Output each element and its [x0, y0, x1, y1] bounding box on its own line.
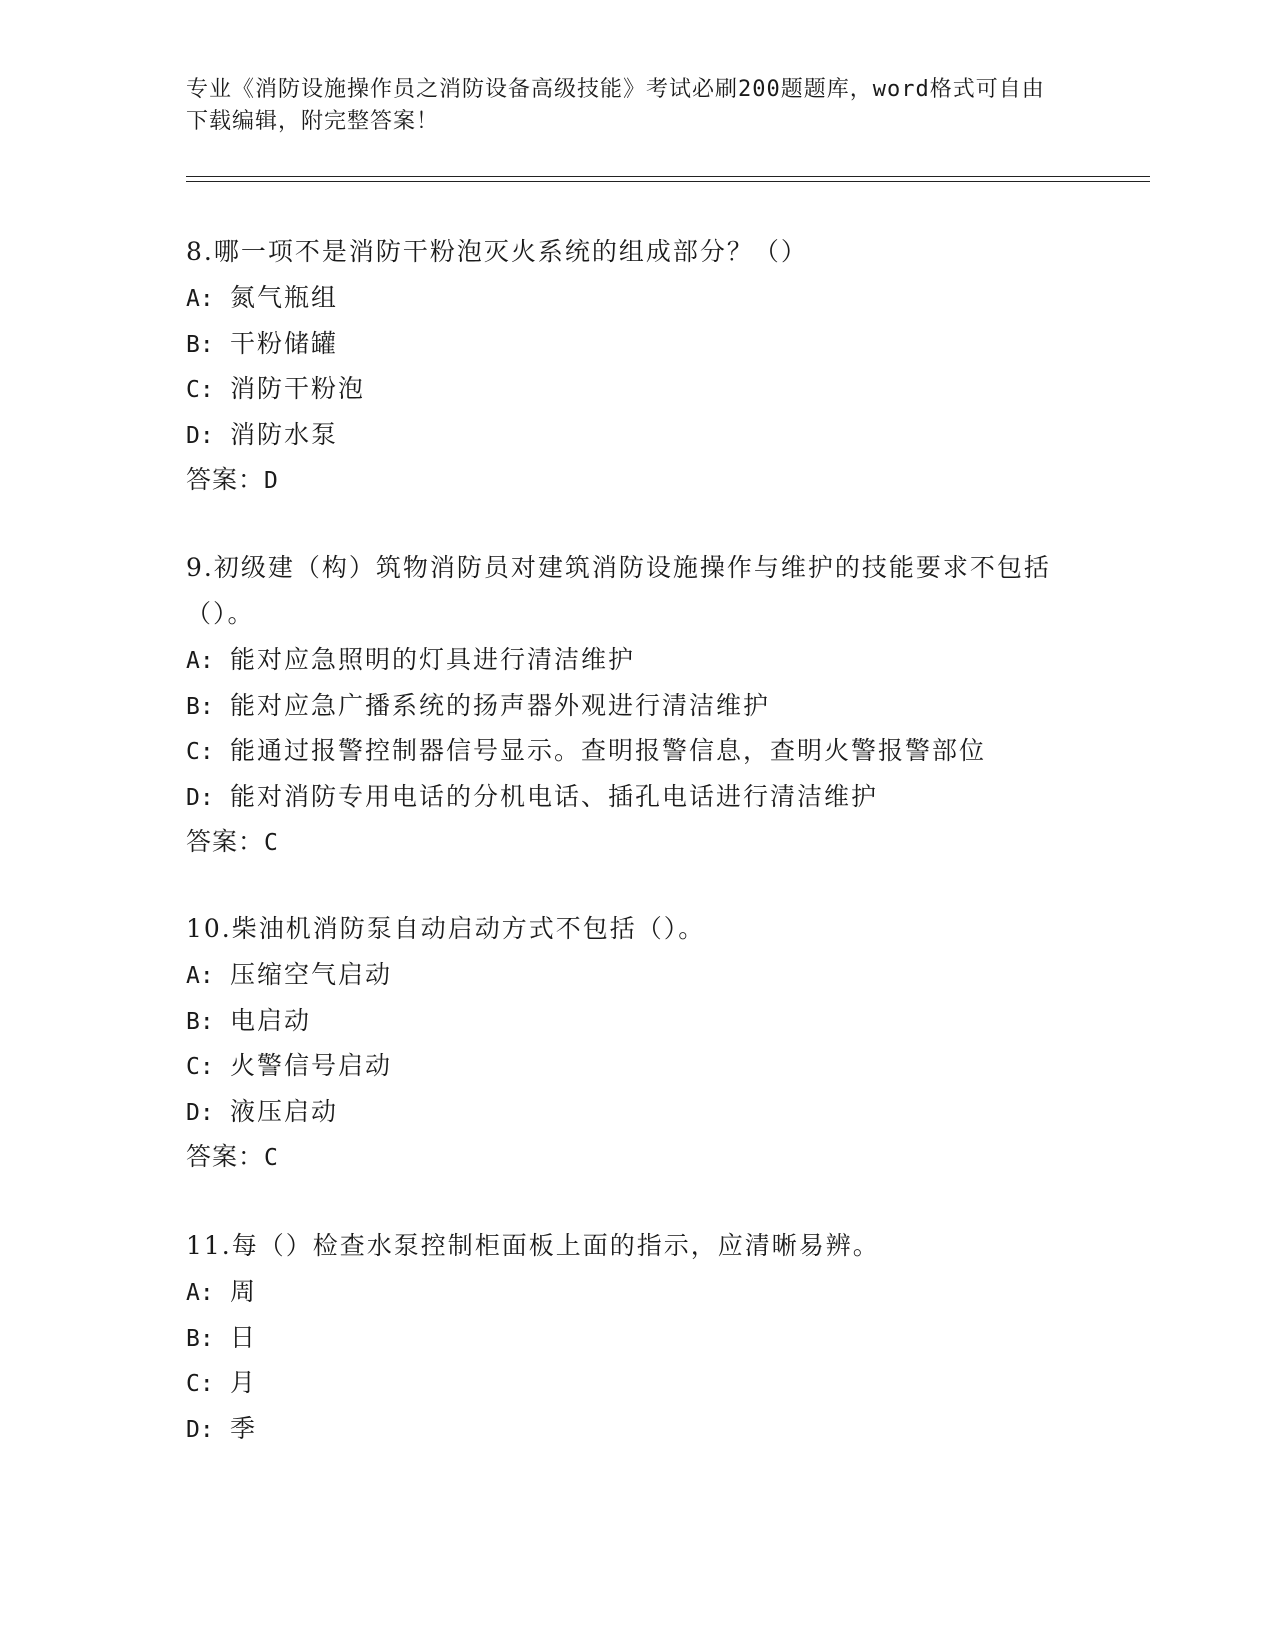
document-header: 专业《消防设施操作员之消防设备高级技能》考试必刷200题题库，word格式可自由下载编辑，附完整答案！ — [186, 77, 1045, 134]
answer-line: 答案：C — [186, 827, 279, 856]
option-d: D: 消防水泵 — [186, 419, 339, 449]
option-c: C: 消防干粉泡 — [186, 374, 366, 403]
answer-value: C — [264, 830, 279, 856]
question-8 — [186, 229, 1086, 502]
option-b: B: 能对应急广播系统的扬声器外观进行清洁维护 — [186, 690, 771, 720]
option-b: B: 日 — [186, 1322, 258, 1352]
header-divider-top — [186, 176, 1150, 177]
question-stem: 11.每（）检查水泵控制柜面板上面的指示，应清晰易辨。 — [186, 1231, 880, 1260]
option-b: B: 电启动 — [186, 1005, 312, 1035]
option-d: D: 能对消防专用电话的分机电话、插孔电话进行清洁维护 — [186, 781, 879, 811]
option-b: B: 干粉储罐 — [186, 328, 339, 358]
answer-line: 答案：C — [186, 1142, 279, 1171]
option-a: A: 能对应急照明的灯具进行清洁维护 — [186, 645, 636, 674]
question-9 — [186, 545, 1086, 864]
header-divider-bottom — [186, 181, 1150, 182]
answer-value: D — [264, 468, 279, 494]
question-11 — [186, 1223, 1086, 1451]
option-d: D: 液压启动 — [186, 1096, 339, 1126]
option-d: D: 季 — [186, 1413, 258, 1443]
option-c: C: 能通过报警控制器信号显示。查明报警信息，查明火警报警部位 — [186, 736, 987, 765]
answer-value: C — [264, 1145, 279, 1171]
option-c: C: 月 — [186, 1368, 258, 1397]
option-a: A: 氮气瓶组 — [186, 283, 339, 312]
question-stem: 8.哪一项不是消防干粉泡灭火系统的组成部分？（） — [186, 237, 808, 266]
question-10 — [186, 906, 1086, 1179]
option-a: A: 周 — [186, 1277, 258, 1306]
option-a: A: 压缩空气启动 — [186, 960, 393, 989]
question-stem: 10.柴油机消防泵自动启动方式不包括（）。 — [186, 914, 706, 943]
option-c: C: 火警信号启动 — [186, 1051, 393, 1080]
answer-line: 答案：D — [186, 465, 279, 494]
question-stem: 9.初级建（构）筑物消防员对建筑消防设施操作与维护的技能要求不包括（）。 — [186, 553, 1051, 628]
